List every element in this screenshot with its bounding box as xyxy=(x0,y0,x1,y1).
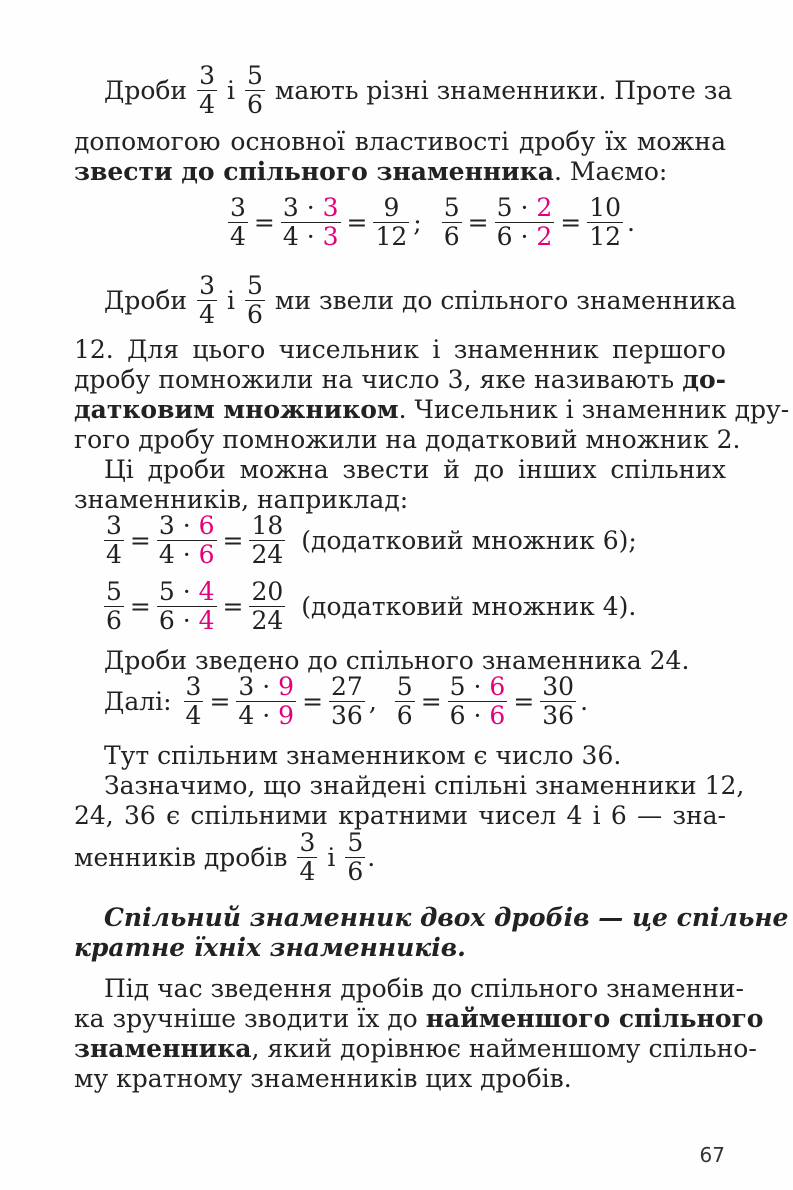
text: . xyxy=(367,842,376,872)
equals-sign: = xyxy=(302,686,324,716)
denominator: 24 xyxy=(251,540,284,569)
numerator: 3 xyxy=(230,193,246,222)
p3-line1: Ці дроби можна звести й до інших спільних xyxy=(104,455,726,484)
text: Дроби xyxy=(104,75,188,105)
text: звести до спільного знаменника xyxy=(74,157,554,186)
text: 6 · xyxy=(449,701,482,730)
fraction xyxy=(587,194,623,251)
text: до- xyxy=(682,365,726,394)
equals-sign: = xyxy=(346,207,368,237)
text: 5 · xyxy=(496,193,529,222)
rule-line2 xyxy=(74,933,466,963)
equals-sign: = xyxy=(420,686,442,716)
fraction xyxy=(245,62,265,119)
numerator: 18 xyxy=(251,511,284,540)
denominator: 6 xyxy=(247,90,263,119)
text: (додатковий множник 6); xyxy=(301,525,637,555)
denominator: 6 xyxy=(106,606,122,635)
denominator: 6 xyxy=(347,857,364,886)
fraction xyxy=(373,194,409,251)
text: , який дорівнює найменшому спільно- xyxy=(251,1034,757,1063)
fraction xyxy=(228,194,248,251)
fraction xyxy=(157,512,217,569)
rule-line1 xyxy=(104,903,789,933)
denominator xyxy=(157,607,217,635)
text: 2 xyxy=(536,222,553,251)
p2-line5: гого дробу помножили на додатковий множник 2. xyxy=(74,425,741,454)
numerator: 5 xyxy=(443,193,460,222)
p6-line2: 24, 36 є спільними кратними чисел 4 і 6 — зна- xyxy=(74,801,726,830)
denominator: 12 xyxy=(375,222,408,251)
denominator: 36 xyxy=(331,701,363,730)
fraction xyxy=(345,829,365,886)
numerator xyxy=(157,578,217,606)
text: , xyxy=(368,686,377,716)
text: Далі: xyxy=(104,686,172,716)
numerator: 5 xyxy=(396,672,413,701)
text: ми звели до спільного знаменника xyxy=(274,285,737,315)
text: 6 · xyxy=(496,222,529,251)
text: датковим множником xyxy=(74,395,399,424)
fraction xyxy=(157,578,217,635)
denominator xyxy=(495,223,555,251)
text: 4 · xyxy=(238,701,271,730)
p2-line4 xyxy=(74,395,790,425)
denominator: 4 xyxy=(106,540,122,569)
p6-line3 xyxy=(74,829,375,886)
denominator: 4 xyxy=(199,90,215,119)
text: мають різні знаменники. Проте за xyxy=(274,75,733,105)
denominator xyxy=(281,223,341,251)
p7-line2 xyxy=(74,1004,764,1034)
fraction xyxy=(104,512,124,569)
p3-line2: знаменників, наприклад: xyxy=(74,485,409,514)
text: . Чисельник і знаменник дру- xyxy=(398,395,790,424)
text: . xyxy=(627,207,635,237)
p4-line1: Дроби зведено до спільного знаменника 24. xyxy=(104,646,690,675)
text: дробу помножили на число 3, яке називають xyxy=(74,365,675,394)
equals-sign: = xyxy=(222,591,244,621)
text: і xyxy=(327,842,336,872)
text: 6 xyxy=(489,701,506,730)
fraction xyxy=(329,673,365,730)
text: ка зручніше зводити їх до xyxy=(74,1004,418,1033)
p2-line3 xyxy=(74,365,726,395)
fraction xyxy=(249,512,285,569)
text: 6 xyxy=(198,511,215,540)
text: знаменника xyxy=(74,1034,252,1063)
fraction xyxy=(281,194,341,251)
equals-sign: = xyxy=(129,591,151,621)
fraction xyxy=(197,62,217,119)
text: 3 xyxy=(322,193,339,222)
p1-line1 xyxy=(104,62,732,119)
text: . Маємо: xyxy=(553,157,668,186)
text: ; xyxy=(413,207,422,237)
fraction xyxy=(249,578,285,635)
equals-sign: = xyxy=(560,207,582,237)
text: 9 xyxy=(278,701,295,730)
p2-line2: 12. Для цього чисельник і знаменник першого xyxy=(74,335,726,364)
fraction xyxy=(395,673,415,730)
denominator: 4 xyxy=(299,857,316,886)
equation-4 xyxy=(104,673,588,730)
numerator xyxy=(236,673,296,701)
text: 4 · xyxy=(158,540,191,569)
denominator: 4 xyxy=(230,222,246,251)
text: 6 xyxy=(198,540,215,569)
numerator: 5 xyxy=(247,61,263,90)
p7-line4: му кратному знаменників цих дробів. xyxy=(74,1064,572,1093)
numerator: 3 xyxy=(199,61,215,90)
text: 6 · xyxy=(158,606,191,635)
text: 4 xyxy=(198,577,215,606)
text: 4 xyxy=(198,606,215,635)
equals-sign: = xyxy=(467,207,489,237)
denominator: 4 xyxy=(185,701,202,730)
text: 6 xyxy=(489,672,506,701)
denominator: 4 xyxy=(199,300,215,329)
denominator: 24 xyxy=(251,606,284,635)
text: Дроби xyxy=(104,285,188,315)
text: 3 xyxy=(322,222,339,251)
text: 3 · xyxy=(282,193,315,222)
equals-sign: = xyxy=(253,207,275,237)
p1-line2: допомогою основної властивості дробу їх можна xyxy=(74,127,726,156)
p2-line1 xyxy=(104,272,736,329)
text: 3 · xyxy=(158,511,191,540)
equals-sign: = xyxy=(129,525,151,555)
numerator: 3 xyxy=(185,672,202,701)
numerator xyxy=(448,673,508,701)
numerator: 3 xyxy=(106,511,122,540)
numerator: 30 xyxy=(542,672,575,701)
fraction xyxy=(197,272,217,329)
fraction xyxy=(540,673,576,730)
fraction xyxy=(236,673,296,730)
numerator: 3 xyxy=(199,271,215,300)
equation-2 xyxy=(104,512,637,569)
numerator: 9 xyxy=(383,193,400,222)
p5-line1: Тут спільним знаменником є число 36. xyxy=(104,741,622,770)
equals-sign: = xyxy=(513,686,535,716)
numerator: 5 xyxy=(247,271,263,300)
text: найменшого спільного xyxy=(425,1004,764,1033)
denominator xyxy=(448,702,508,730)
text: 9 xyxy=(278,672,295,701)
text: 4 · xyxy=(282,222,315,251)
fraction xyxy=(245,272,265,329)
text: Спільний знаменник двох дробів — це спільне xyxy=(104,903,789,932)
numerator: 20 xyxy=(251,577,284,606)
equals-sign: = xyxy=(209,686,231,716)
text: менників дробів xyxy=(74,842,288,872)
page-number: 67 xyxy=(699,1143,725,1167)
denominator: 6 xyxy=(396,701,413,730)
text: (додатковий множник 4). xyxy=(301,591,637,621)
fraction xyxy=(495,194,555,251)
denominator: 12 xyxy=(589,222,622,251)
fraction xyxy=(104,578,124,635)
numerator xyxy=(281,194,341,222)
numerator xyxy=(495,194,555,222)
numerator: 5 xyxy=(347,828,364,857)
denominator: 6 xyxy=(443,222,460,251)
text: і xyxy=(227,285,235,315)
p7-line1: Під час зведення дробів до спільного знаменни- xyxy=(104,974,745,1003)
text: 5 · xyxy=(158,577,191,606)
numerator xyxy=(157,512,217,540)
text: і xyxy=(227,75,235,105)
equation-1 xyxy=(224,194,635,251)
p7-line3 xyxy=(74,1034,757,1064)
denominator xyxy=(157,541,217,569)
denominator xyxy=(236,702,296,730)
text: . xyxy=(580,686,589,716)
fraction xyxy=(184,673,204,730)
equation-3 xyxy=(104,578,636,635)
fraction xyxy=(448,673,508,730)
fraction xyxy=(297,829,317,886)
denominator: 36 xyxy=(542,701,575,730)
numerator: 10 xyxy=(589,193,622,222)
text: кратне їхніх знаменників. xyxy=(74,933,466,962)
numerator: 27 xyxy=(331,672,363,701)
text: 3 · xyxy=(238,672,271,701)
numerator: 3 xyxy=(299,828,316,857)
denominator: 6 xyxy=(247,300,263,329)
text: 2 xyxy=(536,193,553,222)
p6-line1: Зазначимо, що знайдені спільні знаменники 12, xyxy=(104,771,745,800)
p1-line3 xyxy=(74,157,667,187)
numerator: 5 xyxy=(106,577,122,606)
fraction xyxy=(442,194,462,251)
equals-sign: = xyxy=(222,525,244,555)
text: 5 · xyxy=(449,672,482,701)
